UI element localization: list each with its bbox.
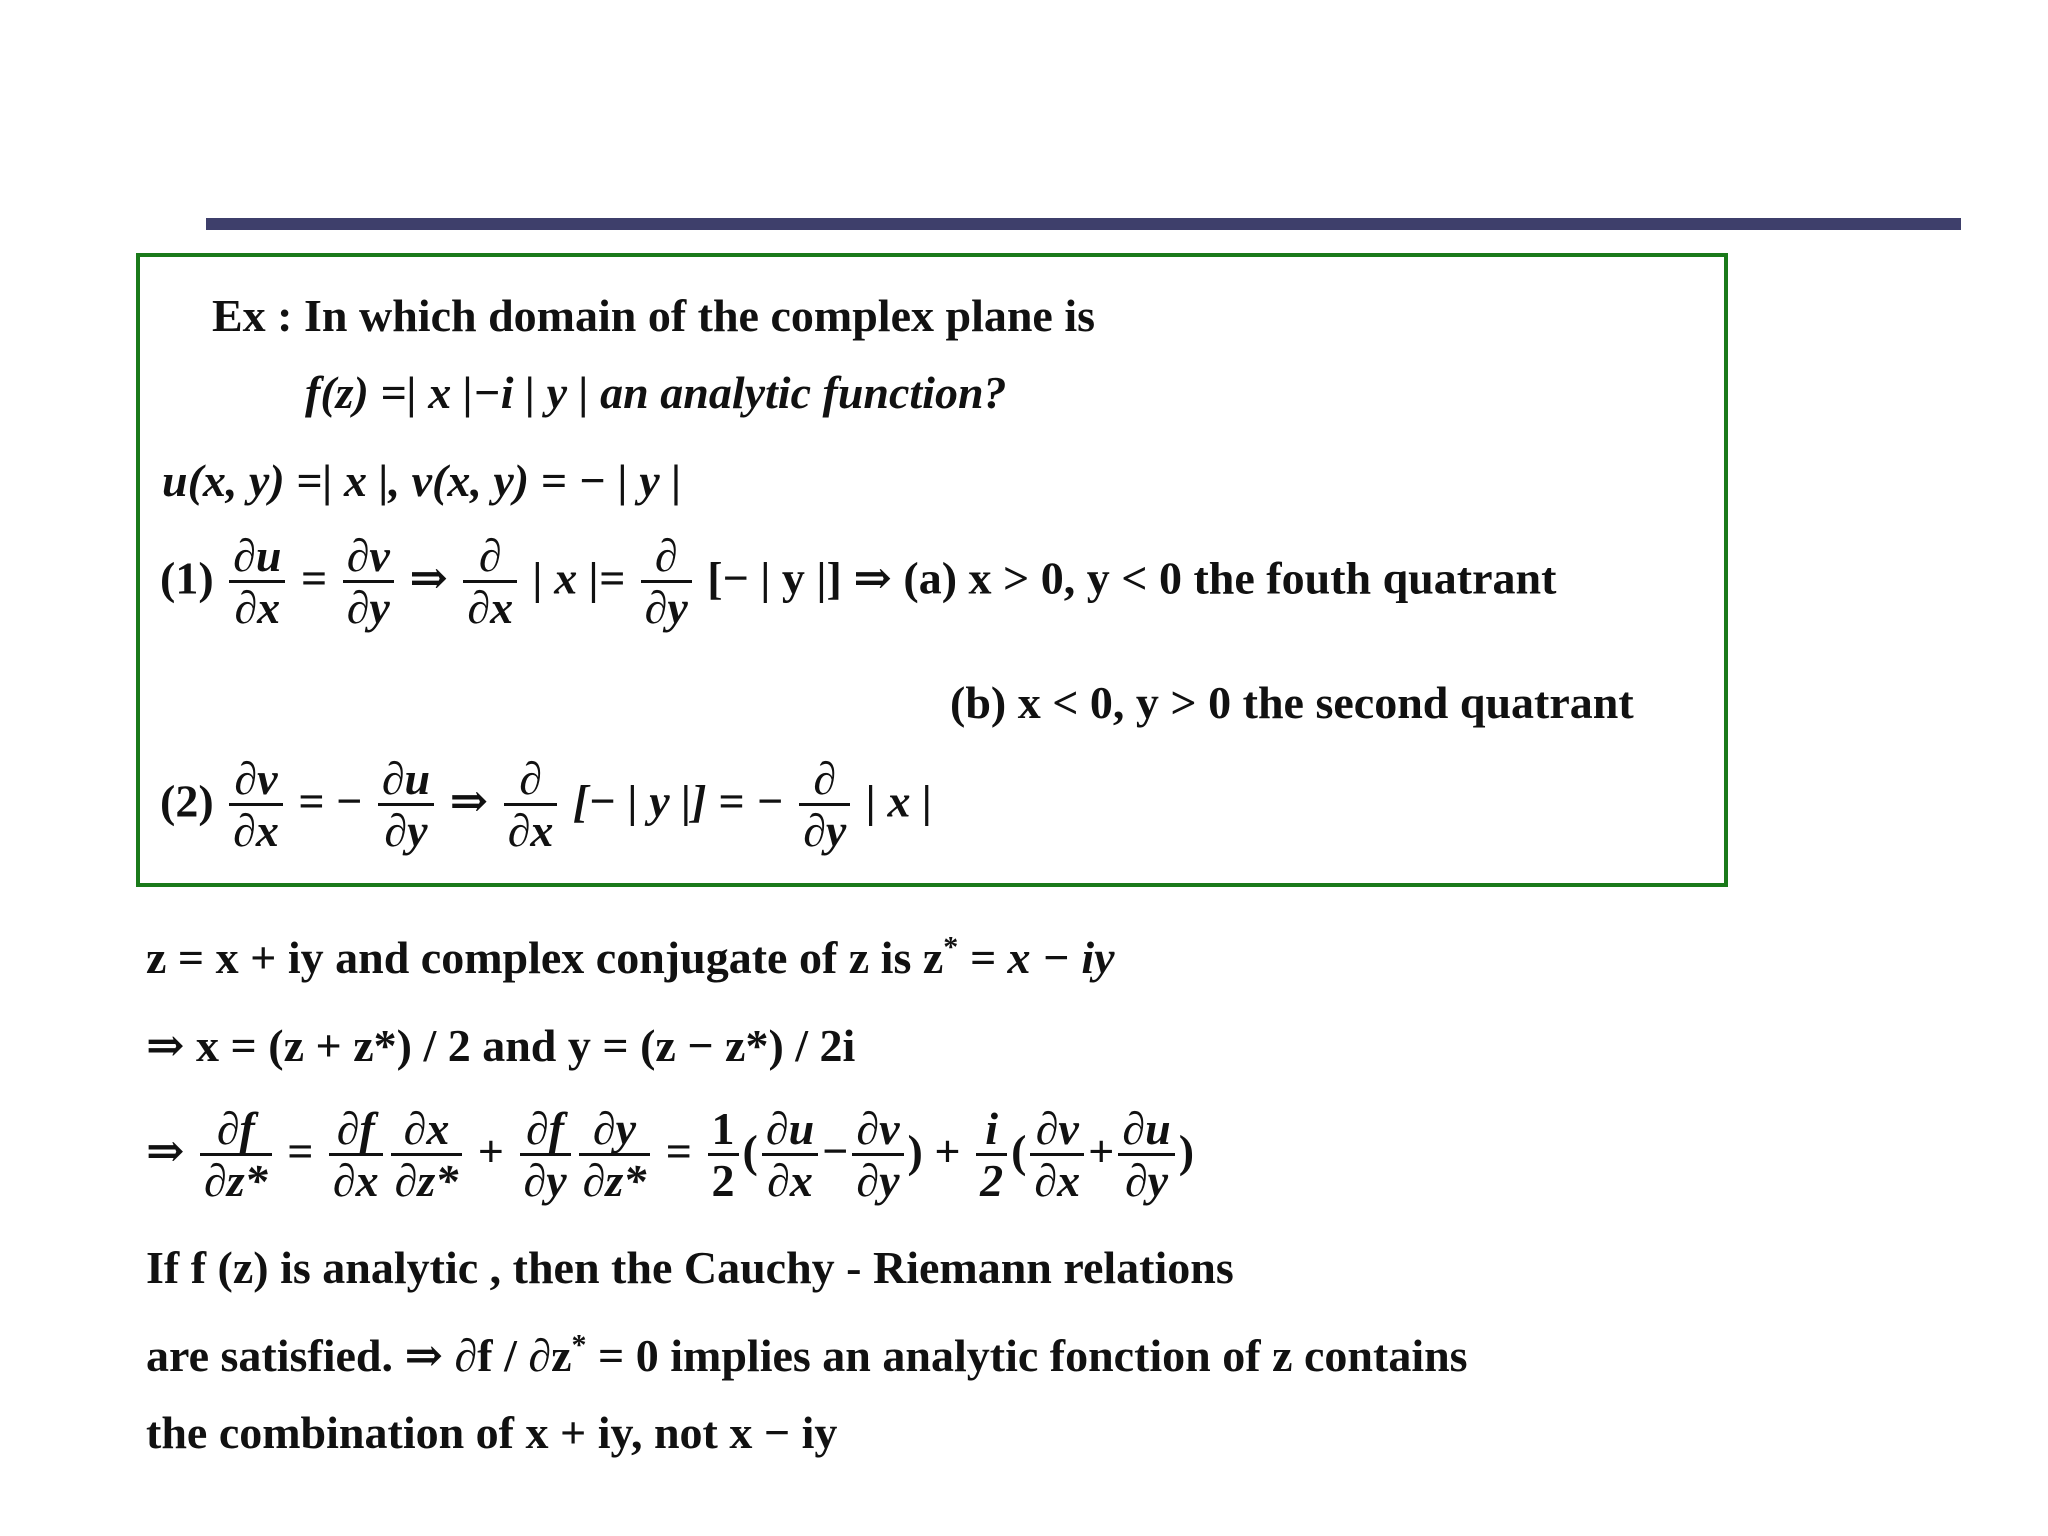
frac-du-dx: $\frac{\partial u}{\partial x}$	[762, 1105, 818, 1207]
frac-dy-dzstar: $\frac{\partial y}{\partial z*}$	[579, 1105, 651, 1207]
step2-equation	[160, 755, 932, 857]
plus-sign: +	[1088, 1125, 1115, 1177]
step1-case-a: [− | y |] ⇒ (a) x > 0, y < 0 the fouth quatrant	[707, 552, 1557, 604]
equals-sign: =	[300, 552, 328, 604]
frac-df-dx: $\frac{\partial f}{\partial x}$	[329, 1105, 383, 1207]
frac-d-dy: $\frac{\partial}{\partial y}$	[799, 755, 850, 857]
star-superscript: *	[571, 1328, 587, 1362]
abs-y-bracket: [− | y |] = −	[572, 775, 784, 827]
plus-sign: +	[477, 1125, 504, 1177]
example-question: f(z) =| x |−i | y | an analytic function?	[305, 367, 1007, 418]
frac-dx-dzstar: $\frac{\partial x}{\partial z*}$	[391, 1105, 463, 1207]
frac-du-dy: $\frac{\partial u}{\partial y}$	[378, 755, 434, 857]
abs-x: | x |=	[532, 552, 626, 604]
conjugate-text: z = x + iy and complex conjugate of z is z	[146, 932, 944, 983]
step2-label: (2)	[160, 775, 214, 827]
cauchy-riemann-line3: the combination of x + iy, not x − iy	[146, 1407, 838, 1458]
frac-i-half: $\frac{i}{2}$	[976, 1105, 1007, 1207]
minus-sign: −	[822, 1125, 849, 1177]
uv-definition: u(x, y) =| x |, v(x, y) = − | y |	[162, 455, 682, 506]
close-paren-plus: ) +	[907, 1125, 961, 1177]
step1-equation	[160, 532, 1556, 634]
close-paren: )	[1178, 1125, 1195, 1177]
frac-one-half: $\frac{1}{2}$	[708, 1105, 739, 1207]
frac-dv-dy: $\frac{\partial v}{\partial y}$	[852, 1105, 903, 1207]
example-title: Ex : In which domain of the complex plane is	[212, 290, 1096, 341]
frac-dv-dx: $\frac{\partial v}{\partial x}$	[1030, 1105, 1084, 1207]
implies-sign: ⇒	[146, 1125, 185, 1177]
frac-dv-dx: $\frac{\partial v}{\partial x}$	[229, 755, 283, 857]
xy-from-z: ⇒ x = (z + z*) / 2 and y = (z − z*) / 2i	[146, 1020, 856, 1071]
open-paren: (	[742, 1125, 758, 1177]
cauchy-riemann-line2	[146, 1328, 1468, 1381]
frac-d-dx: $\frac{\partial}{\partial x}$	[504, 755, 558, 857]
cauchy-riemann-line1: If f (z) is analytic , then the Cauchy - Riemann relations	[146, 1242, 1234, 1293]
step1-label: (1)	[160, 552, 214, 604]
frac-df-dy: $\frac{\partial f}{\partial y}$	[520, 1105, 571, 1207]
title-bar-rule	[206, 218, 1961, 230]
equals-minus-sign: = −	[298, 775, 363, 827]
frac-df-dzstar: $\frac{\partial f}{\partial z*}$	[200, 1105, 272, 1207]
derivative-equation	[146, 1105, 1194, 1207]
abs-x: | x |	[865, 775, 933, 827]
frac-dv-dy: $\frac{\partial v}{\partial y}$	[343, 532, 394, 634]
conjugate-value: = x − iy	[958, 932, 1115, 983]
open-paren: (	[1011, 1125, 1027, 1177]
frac-du-dy: $\frac{\partial u}{\partial y}$	[1118, 1105, 1174, 1207]
frac-du-dx: $\frac{\partial u}{\partial x}$	[229, 532, 285, 634]
implies-text: = 0 implies an analytic fonction of z contains	[586, 1330, 1468, 1381]
frac-d-dy: $\frac{\partial}{\partial y}$	[641, 532, 692, 634]
implies-sign: ⇒	[449, 775, 489, 827]
equals-sign: =	[665, 1125, 693, 1177]
conjugate-definition	[146, 930, 1115, 983]
star-superscript: *	[943, 930, 959, 964]
implies-sign: ⇒	[409, 552, 448, 604]
equals-sign: =	[287, 1125, 314, 1177]
satisfied-text: are satisfied. ⇒ ∂f / ∂z	[146, 1330, 572, 1381]
step1-case-b: (b) x < 0, y > 0 the second quatrant	[950, 677, 1634, 728]
frac-d-dx: $\frac{\partial}{\partial x}$	[463, 532, 517, 634]
